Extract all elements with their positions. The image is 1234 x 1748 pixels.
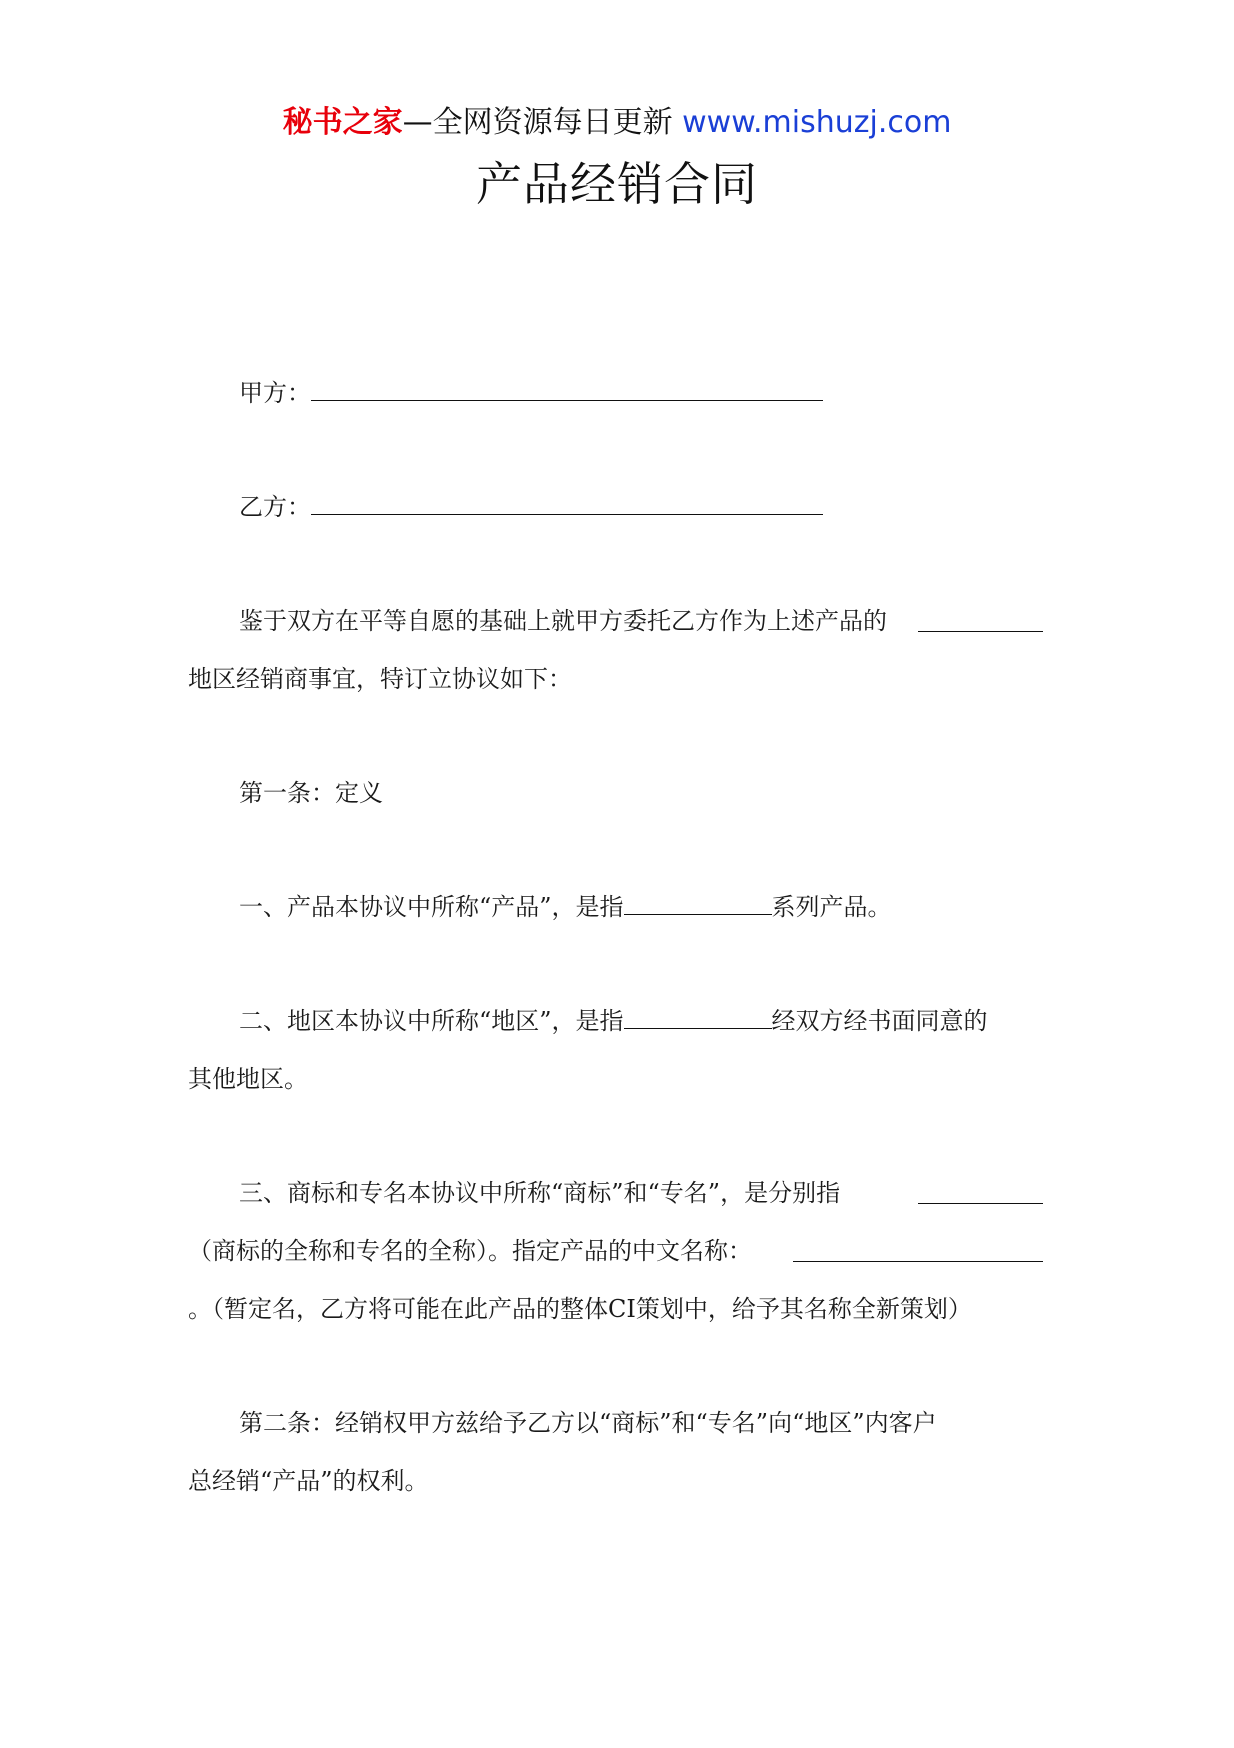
region-blank[interactable] (918, 607, 1043, 632)
item-2-suffix: 经双方经书面同意的 (771, 1007, 988, 1035)
party-a-blank[interactable] (311, 376, 823, 401)
chinese-name-blank[interactable] (793, 1237, 1043, 1262)
party-b-line (239, 490, 1043, 524)
site-url[interactable]: www.mishuzj.com (682, 105, 952, 140)
party-a-label: 甲方： (239, 379, 311, 407)
article-2-line-2: 总经销“产品”的权利。 (188, 1467, 429, 1495)
intro-text-1: 鉴于双方在平等自愿的基础上就甲方委托乙方作为上述产品的 (239, 607, 887, 635)
article-1-item-3-line-2 (188, 1234, 1043, 1268)
product-series-blank[interactable] (624, 890, 772, 915)
intro-line-2: 地区经销商事宜，特订立协议如下： (188, 665, 572, 693)
party-a-line (239, 376, 1043, 410)
item-1-text: 一、产品本协议中所称“产品”，是指 (239, 893, 624, 921)
article-1-item-3-line-3: 。（暂定名，乙方将可能在此产品的整体CI策划中，给予其名称全新策划） (188, 1295, 972, 1323)
item-2-text: 二、地区本协议中所称“地区”，是指 (239, 1007, 624, 1035)
header-slogan: —全网资源每日更新 (402, 105, 673, 140)
region-name-blank[interactable] (624, 1004, 772, 1029)
document-title: 产品经销合同 (476, 157, 758, 211)
item-1-suffix: 系列产品。 (771, 893, 892, 921)
article-2-line-1: 第二条：经销权甲方兹给予乙方以“商标”和“专名”向“地区”内客户 (239, 1409, 937, 1437)
trademark-blank[interactable] (918, 1179, 1043, 1204)
party-b-label: 乙方： (239, 493, 311, 521)
item-3-text-2: （商标的全称和专名的全称）。指定产品的中文名称： (188, 1237, 752, 1265)
article-1-item-3 (239, 1176, 1043, 1210)
brand-name: 秘书之家 (282, 105, 403, 140)
article-1-item-2-cont: 其他地区。 (188, 1065, 308, 1093)
intro-line-1 (239, 604, 1043, 638)
party-b-blank[interactable] (311, 490, 823, 515)
article-1-item-1 (239, 890, 1043, 924)
site-header (0, 102, 1234, 144)
item-3-text: 三、商标和专名本协议中所称“商标”和“专名”，是分别指 (239, 1179, 841, 1207)
article-1-heading: 第一条：定义 (239, 779, 383, 807)
article-1-item-2 (239, 1004, 1043, 1038)
